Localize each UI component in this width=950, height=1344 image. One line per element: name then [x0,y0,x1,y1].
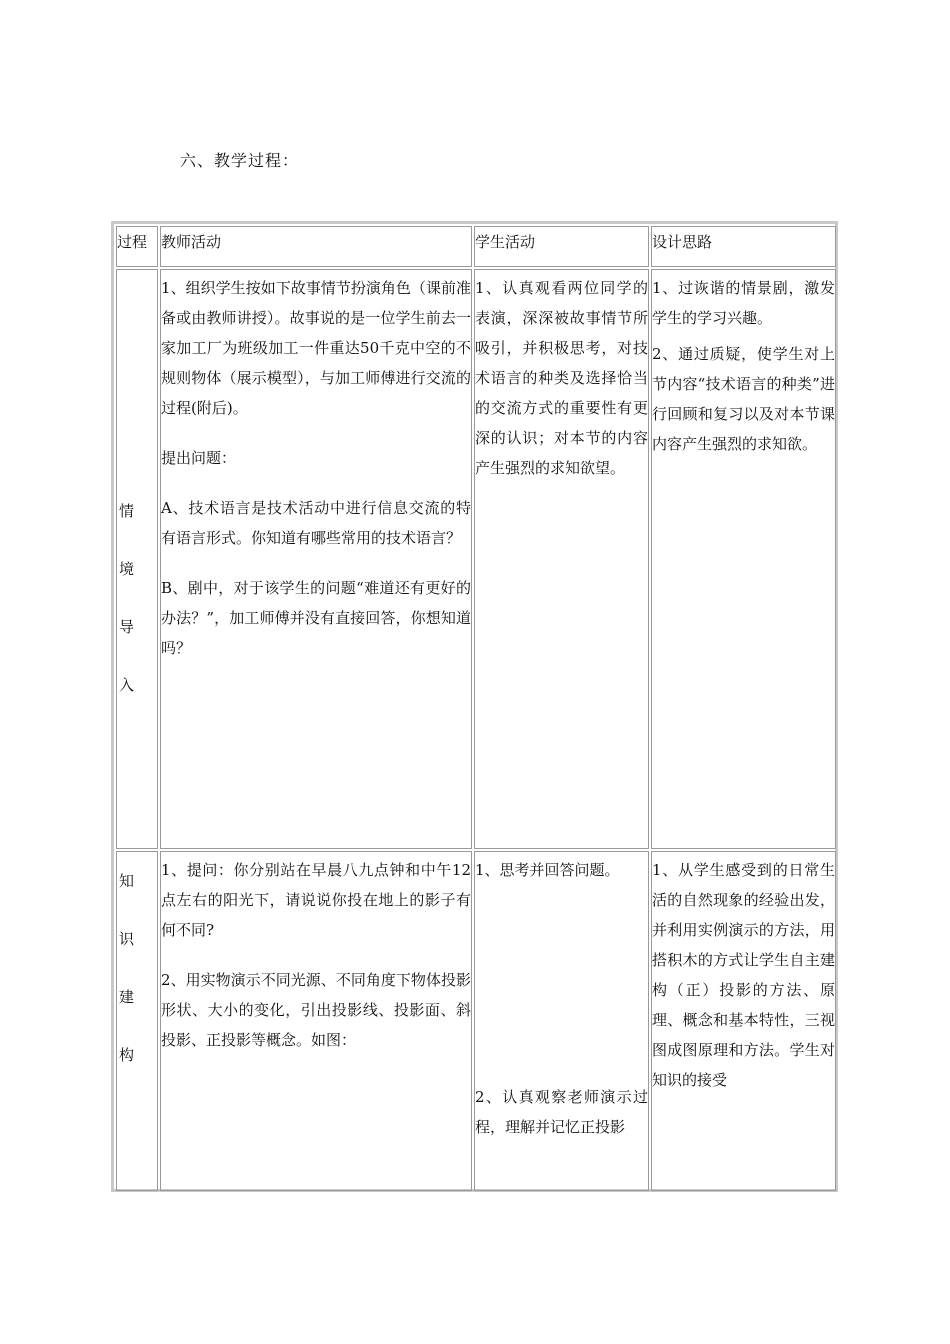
student-paragraph: 2、认真观察老师演示过程，理解并记忆正投影 [475,1088,648,1136]
student-activity-cell [474,269,649,849]
stage-char: 境 [119,560,135,578]
stage-char: 导 [119,618,135,636]
design-idea-cell [651,269,836,849]
teaching-process-table [111,221,838,1192]
stage-char: 知 [119,872,135,890]
header-student-activity: 学生活动 [474,226,649,267]
teacher-paragraph: 1、提问：你分别站在早晨八九点钟和中午12点左右的阳光下，请说说你投在地上的影子有何不同? [161,861,471,939]
header-process: 过程 [116,226,158,267]
header-design-idea: 设计思路 [651,226,836,267]
student-paragraph: 1、认真观看两位同学的表演，深深被故事情节所吸引，并积极思考，对技术语言的种类及选择恰当的交流方式的重要性有更深的认识；对本节的内容产生强烈的求知欲望。 [475,279,648,477]
teacher-paragraph: 1、组织学生按如下故事情节扮演角色（课前准备或由教师讲授）。故事说的是一位学生前去一家加工厂为班级加工一件重达50千克中空的不规则物体（展示模型），与加工师傅进行交流的过程(附后)。 [161,279,471,417]
teacher-activity-cell [160,851,472,1191]
stage-situation-intro [116,269,158,849]
design-idea-cell [651,851,836,1191]
stage-char: 入 [119,676,135,694]
stage-char: 识 [119,930,135,948]
header-teacher-activity: 教师活动 [160,226,472,267]
design-paragraph: 1、从学生感受到的日常生活的自然现象的经验出发，并利用实例演示的方法，用搭积木的方式让学生自主建构（正）投影的方法、原理、概念和基本特性，三视图成图原理和方法。学生对知识的接受 [652,861,835,1089]
stage-knowledge-construction [116,851,158,1191]
teacher-activity-cell [160,269,472,849]
student-paragraph: 1、思考并回答问题。 [475,861,620,879]
design-paragraph: 2、通过质疑，使学生对上节内容“技术语言的种类”进行回顾和复习以及对本节课内容产生强烈的求知欲。 [652,345,835,453]
teacher-paragraph: A、技术语言是技术活动中进行信息交流的特有语言形式。你知道有哪些常用的技术语言？ [161,499,471,547]
section-heading: 六、教学过程： [180,151,300,170]
stage-char: 建 [119,988,135,1006]
teacher-paragraph: B、剧中，对于该学生的问题“难道还有更好的办法？”，加工师傅并没有直接回答，你想知道吗？ [161,579,471,657]
teacher-paragraph: 提出问题： [161,449,237,467]
stage-char: 构 [119,1046,135,1064]
student-activity-cell [474,851,649,1191]
teacher-paragraph: 2、用实物演示不同光源、不同角度下物体投影形状、大小的变化，引出投影线、投影面、斜投影、正投影等概念。如图： [161,971,471,1049]
design-paragraph: 1、过诙谐的情景剧，激发学生的学习兴趣。 [652,279,835,327]
stage-char: 情 [119,502,135,520]
